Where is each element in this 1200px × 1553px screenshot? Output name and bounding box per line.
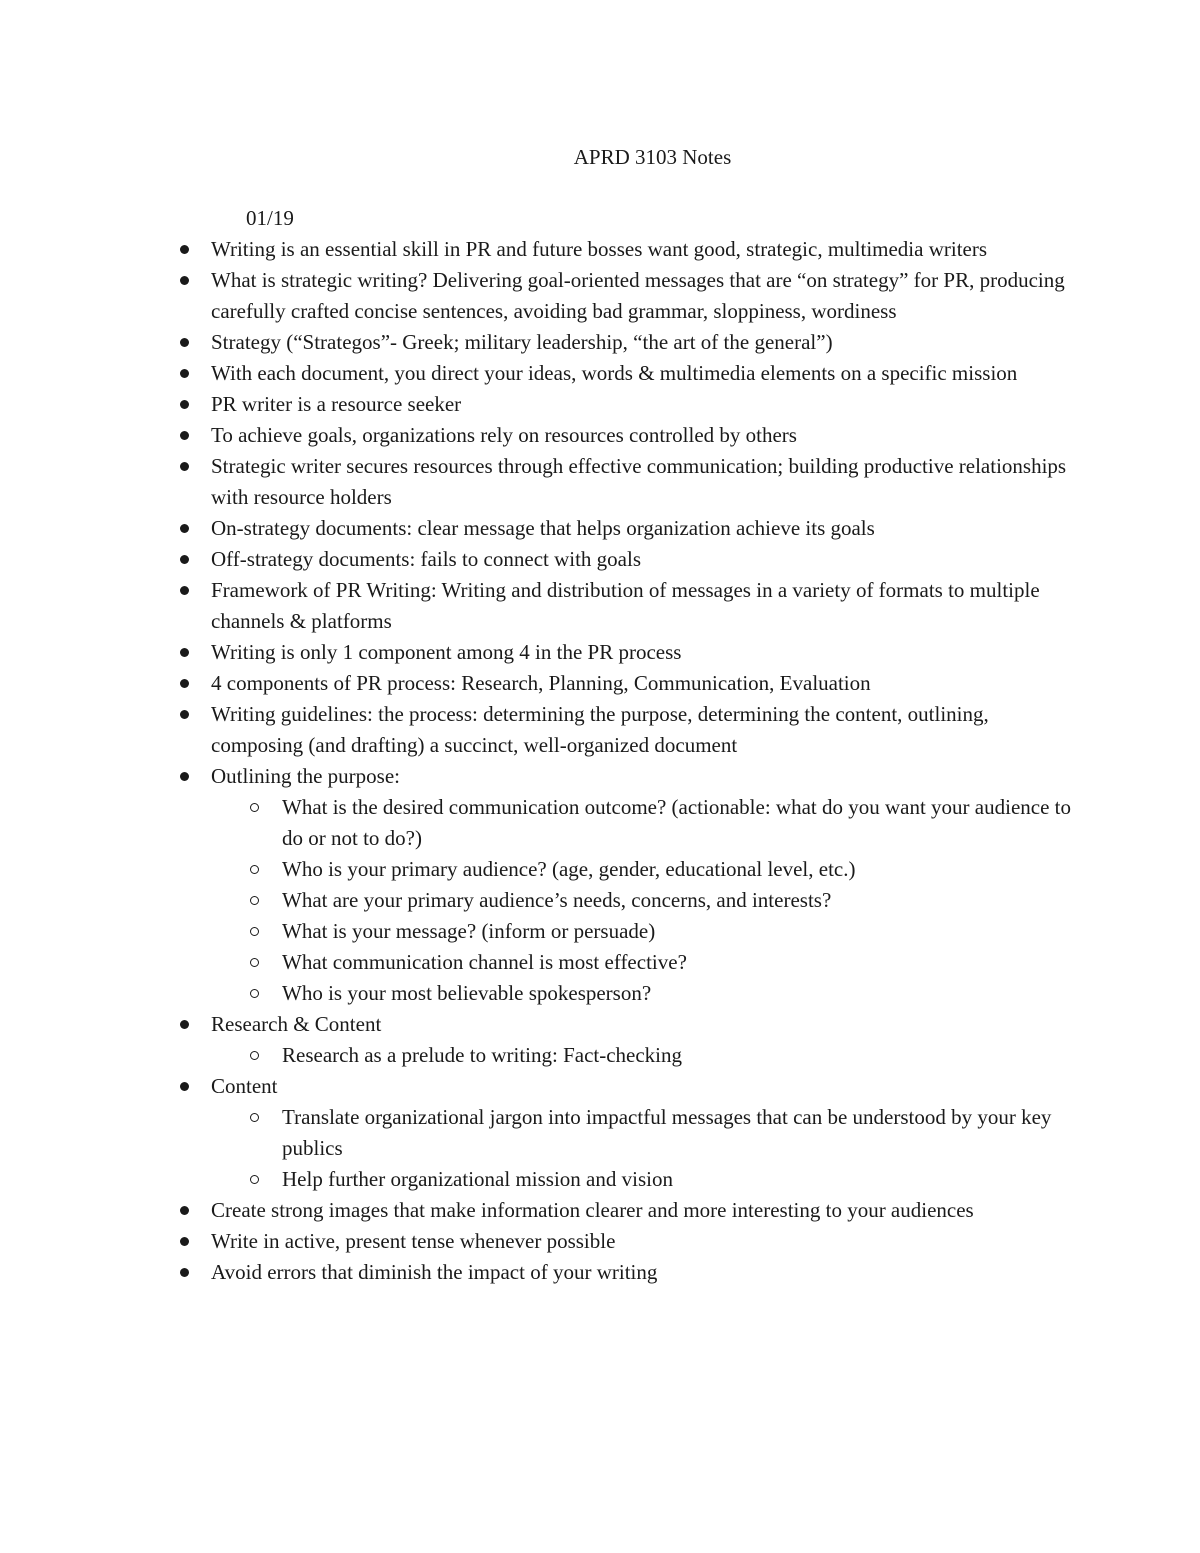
- filled-bullet-icon: [180, 462, 189, 471]
- filled-bullet-icon: [180, 1082, 189, 1091]
- bullet-text: Research as a prelude to writing: Fact-checking: [282, 1043, 683, 1067]
- bullet-text: Translate organizational jargon into impactful messages that can be understood by your key publics: [282, 1105, 1052, 1160]
- filled-bullet-icon: [180, 1268, 189, 1277]
- bullet-text: Strategy (“Strategos”- Greek; military leadership, “the art of the general”): [211, 330, 833, 354]
- hollow-bullet-icon: [250, 896, 259, 905]
- bullet-text: Avoid errors that diminish the impact of your writing: [211, 1260, 658, 1284]
- bullet-text: Off-strategy documents: fails to connect with goals: [211, 547, 642, 571]
- filled-bullet-icon: [180, 369, 189, 378]
- bullet-text: What are your primary audience’s needs, concerns, and interests?: [282, 888, 832, 912]
- filled-bullet-icon: [180, 1237, 189, 1246]
- sub-bullet-item: [0, 885, 1072, 916]
- filled-bullet-icon: [180, 679, 189, 688]
- bullet-text: Outlining the purpose:: [211, 764, 400, 788]
- bullet-item: [0, 265, 1071, 327]
- bullet-text: Research & Content: [211, 1012, 382, 1036]
- bullet-item: [0, 1257, 1071, 1288]
- hollow-bullet-icon: [250, 865, 259, 874]
- bullet-text: Create strong images that make information clearer and more interesting to your audiences: [211, 1198, 974, 1222]
- bullet-item: [0, 544, 1071, 575]
- hollow-bullet-icon: [250, 803, 259, 812]
- filled-bullet-icon: [180, 555, 189, 564]
- hollow-bullet-icon: [250, 989, 259, 998]
- bullet-item: [0, 1071, 1071, 1102]
- sub-bullet-item: [0, 916, 1072, 947]
- bullet-item: [0, 575, 1071, 637]
- bullet-item: [0, 358, 1071, 389]
- bullet-item: [0, 699, 1071, 761]
- bullet-text: What is the desired communication outcome? (actionable: what do you want your audience to do or not to do?): [282, 795, 1071, 850]
- bullet-item: [0, 1009, 1071, 1040]
- filled-bullet-icon: [180, 772, 189, 781]
- bullet-text: PR writer is a resource seeker: [211, 392, 462, 416]
- sub-bullet-item: [0, 854, 1072, 885]
- sub-bullet-item: [0, 1040, 1072, 1071]
- hollow-bullet-icon: [250, 927, 259, 936]
- bullet-text: Who is your primary audience? (age, gender, educational level, etc.): [282, 857, 856, 881]
- bullet-text: 4 components of PR process: Research, Planning, Communication, Evaluation: [211, 671, 871, 695]
- filled-bullet-icon: [180, 245, 189, 254]
- sub-bullet-item: [0, 978, 1072, 1009]
- bullet-item: [0, 761, 1071, 792]
- note-date: 01/19: [246, 206, 294, 230]
- bullet-text: Content: [211, 1074, 278, 1098]
- bullet-item: [0, 234, 1071, 265]
- hollow-bullet-icon: [250, 1113, 259, 1122]
- bullet-text: With each document, you direct your ideas, words & multimedia elements on a specific mission: [211, 361, 1018, 385]
- filled-bullet-icon: [180, 1206, 189, 1215]
- bullet-item: [0, 668, 1071, 699]
- bullet-text: Strategic writer secures resources through effective communication; building productive relationships with resource holders: [211, 454, 1067, 509]
- bullet-text: Help further organizational mission and vision: [282, 1167, 673, 1191]
- notes-list: [0, 234, 1200, 1288]
- sub-bullet-item: [0, 1164, 1072, 1195]
- bullet-item: [0, 513, 1071, 544]
- bullet-text: Writing is an essential skill in PR and future bosses want good, strategic, multimedia writers: [211, 237, 988, 261]
- bullet-text: Write in active, present tense whenever possible: [211, 1229, 616, 1253]
- bullet-text: Writing is only 1 component among 4 in the PR process: [211, 640, 682, 664]
- filled-bullet-icon: [180, 524, 189, 533]
- bullet-text: Writing guidelines: the process: determining the purpose, determining the content, outlining, composing (and drafting) a succinct, well-organized document: [211, 702, 989, 757]
- hollow-bullet-icon: [250, 1175, 259, 1184]
- hollow-bullet-icon: [250, 1051, 259, 1060]
- filled-bullet-icon: [180, 276, 189, 285]
- bullet-item: [0, 1226, 1071, 1257]
- filled-bullet-icon: [180, 710, 189, 719]
- filled-bullet-icon: [180, 1020, 189, 1029]
- bullet-text: What is strategic writing? Delivering goal-oriented messages that are “on strategy” for PR, producing carefully crafted concise sentences, avoiding bad grammar, sloppiness, wordiness: [211, 268, 1065, 323]
- bullet-item: [0, 1195, 1071, 1226]
- document-title: APRD 3103 Notes: [573, 145, 732, 169]
- hollow-bullet-icon: [250, 958, 259, 967]
- bullet-item: [0, 637, 1071, 668]
- bullet-item: [0, 420, 1071, 451]
- sub-bullet-item: [0, 947, 1072, 978]
- bullet-text: On-strategy documents: clear message that helps organization achieve its goals: [211, 516, 875, 540]
- bullet-text: To achieve goals, organizations rely on resources controlled by others: [211, 423, 797, 447]
- bullet-text: What communication channel is most effective?: [282, 950, 687, 974]
- bullet-item: [0, 327, 1071, 358]
- bullet-text: Framework of PR Writing: Writing and distribution of messages in a variety of formats to multiple channels & platforms: [211, 578, 1040, 633]
- bullet-item: [0, 451, 1071, 513]
- filled-bullet-icon: [180, 431, 189, 440]
- sub-bullet-item: [0, 1102, 1072, 1164]
- filled-bullet-icon: [180, 586, 189, 595]
- sub-bullet-item: [0, 792, 1072, 854]
- filled-bullet-icon: [180, 338, 189, 347]
- bullet-item: [0, 389, 1071, 420]
- filled-bullet-icon: [180, 400, 189, 409]
- bullet-text: Who is your most believable spokesperson?: [282, 981, 652, 1005]
- bullet-text: What is your message? (inform or persuade): [282, 919, 656, 943]
- filled-bullet-icon: [180, 648, 189, 657]
